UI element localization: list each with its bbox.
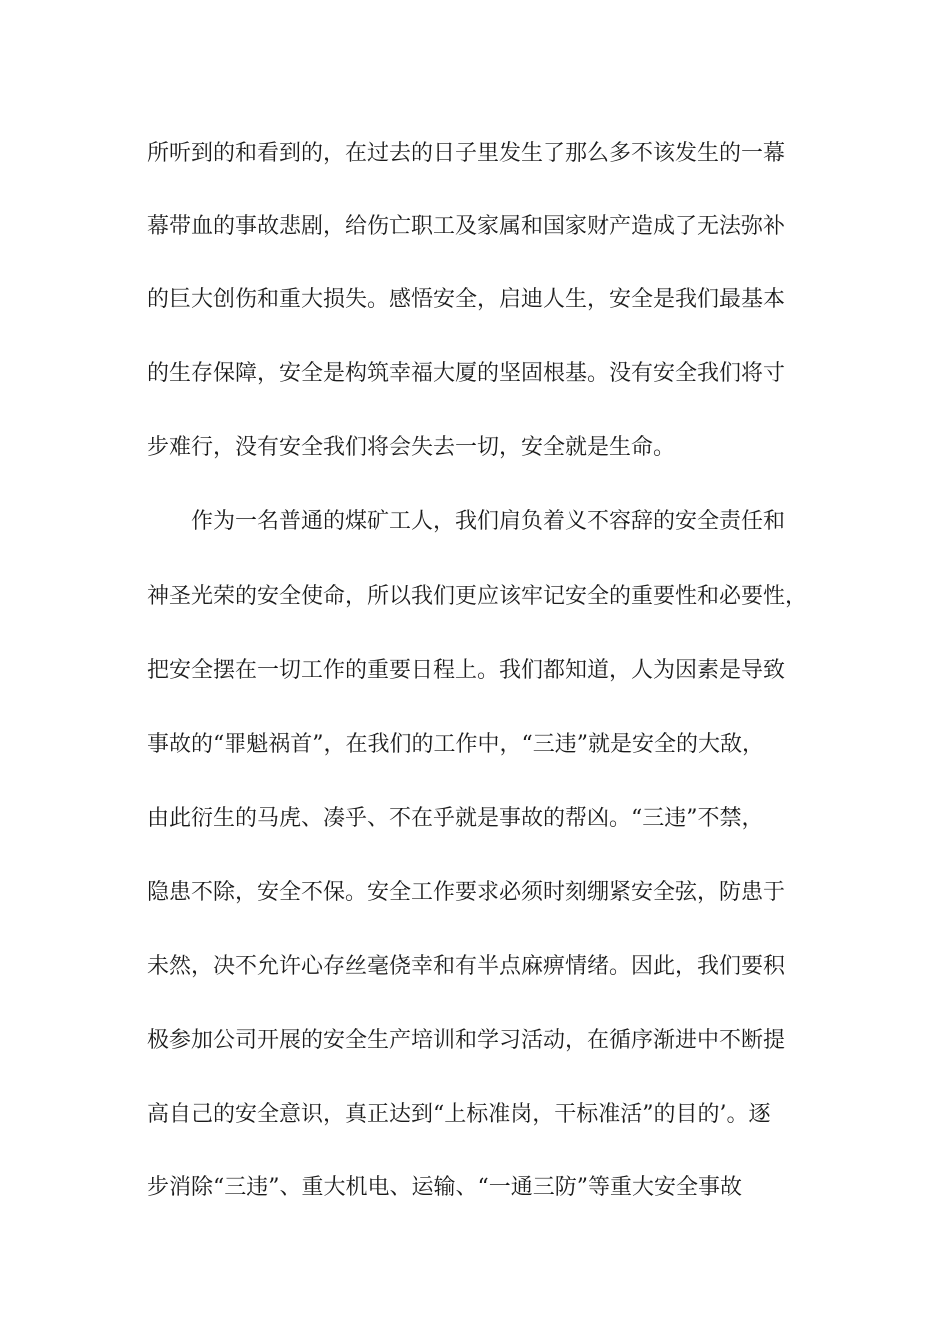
text-line: 极参加公司开展的安全生产培训和学习活动，在循序渐进中不断提	[147, 1028, 786, 1053]
text-line: 把安全摆在一切工作的重要日程上。我们都知道，人为因素是导致	[147, 658, 786, 683]
text-line: 步难行，没有安全我们将会失去一切，安全就是生命。	[147, 435, 676, 460]
text-line: 的巨大创伤和重大损失。感悟安全，启迪人生，安全是我们最基本	[147, 287, 786, 312]
paragraph-first-line: 作为一名普通的煤矿工人，我们肩负着义不容辞的安全责任和	[191, 509, 786, 534]
text-line: 步消除“三违”、重大机电、运输、“一通三防”等重大安全事故	[147, 1175, 742, 1200]
text-line: 隐患不除，安全不保。安全工作要求必须时刻绷紧安全弦，防患于	[147, 880, 786, 905]
text-line: 未然，决不允许心存丝毫侥幸和有半点麻痹情绪。因此，我们要积	[147, 954, 786, 979]
text-line: 由此衍生的马虎、凑乎、不在乎就是事故的帮凶。“三违”不禁，	[147, 806, 764, 831]
text-line: 事故的“罪魁祸首”，在我们的工作中，“三违”就是安全的大敌，	[147, 732, 764, 757]
text-line: 神圣光荣的安全使命，所以我们更应该牢记安全的重要性和必要性，	[147, 584, 808, 609]
text-line: 幕带血的事故悲剧，给伤亡职工及家属和国家财产造成了无法弥补	[147, 214, 786, 239]
text-line: 高自己的安全意识，真正达到“上标准岗，干标准活”的目的’。逐	[147, 1102, 771, 1127]
text-line: 的生存保障，安全是构筑幸福大厦的坚固根基。没有安全我们将寸	[147, 361, 786, 386]
text-line: 所听到的和看到的，在过去的日子里发生了那么多不该发生的一幕	[147, 141, 786, 166]
